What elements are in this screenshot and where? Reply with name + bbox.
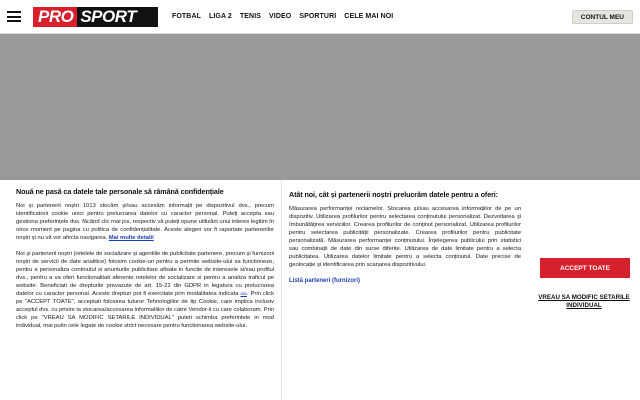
consent-intro-text: Noi și partenerii noștri 1013 stocăm și/sau accesăm informații pe dispozitivul dvs., precum identificatorii cookie unici pentru prelucrarea datelor cu caracter personal. Puteți accepta sau gestiona preferințele dvs. făcând clic mai jos, respectiv vă puteți opune utilizării unui interes legitim în orice moment pe pagina cu politica de confidențialitate. Aceste alegeri vor fi raportate partenerilor noștri și nu vă vor afecta navigarea. bbox=[16, 203, 274, 241]
consent-intro-paragraph bbox=[16, 202, 274, 242]
nav-item-video[interactable]: VIDEO bbox=[269, 13, 292, 20]
consent-purposes-text: Măsurarea performanței reclamelor. Stocarea și/sau accesarea informațiilor de pe un dispozitiv. Utilizarea profilurilor pentru selectarea conținutului personalizat. Dezvoltarea și îmbunătățirea serviciilor. Crearea profilurilor de conținut personalizat. Utilizarea profilurilor pentru selectarea publicității personalizate. Crearea profilurilor pentru publicitate personalizată. Măsurarea performanței conținutului. Înțelegerea publicului prin statistici sau combinații de date din surse diferite. Utilizarea de date limitate pentru a selecta publicitatea. Utilizarea datelor limitate pentru a selecta conținutul. Date precise de geolocație și identificarea prin scanarea dispozitivului. bbox=[289, 206, 521, 268]
page-overlay bbox=[0, 34, 640, 180]
accept-all-button[interactable]: ACCEPT TOATE bbox=[540, 258, 630, 278]
menu-icon[interactable] bbox=[7, 11, 21, 22]
logo-pro-text: PRO bbox=[33, 7, 77, 27]
consent-details-paragraph bbox=[16, 250, 274, 330]
here-link[interactable]: aici bbox=[240, 291, 247, 296]
main-nav bbox=[172, 13, 393, 20]
nav-item-fotbal[interactable]: FOTBAL bbox=[172, 13, 201, 20]
more-details-link[interactable]: Mai multe detalii bbox=[108, 235, 154, 241]
prosport-logo[interactable] bbox=[33, 7, 158, 27]
column-divider bbox=[281, 180, 282, 400]
nav-item-liga-2[interactable]: LIGA 2 bbox=[208, 13, 232, 20]
consent-middle-column bbox=[289, 190, 521, 287]
consent-left-column bbox=[16, 187, 274, 330]
consent-details-text: Noi și partenerii noștri (retelele de socializare și agentiile de publicitate partenere, precum și furnizorii noștri de servicii de date analitice) folosim cookie-uri pentru a permite website-ului sa functioneze, pentru a personaliza continutul si anunturile publicitare afisate in functie de interesele si/sau profilul dvs., pentru a va oferi functionalitati aferente retelelor de socializare si pentru a analiza traficul pe website. Beneficiati de drepturile prevazute de art. 15-22 din GDPR in legatura cu prelucrarea datelor cu caracter personal. Aceste drepturi pot fi exercitate prin modalitatea indicata bbox=[16, 251, 274, 297]
account-button[interactable]: CONTUL MEU bbox=[572, 10, 633, 24]
consent-details-tail: . Prin click pe "ACCEPT TOATE", acceptati folosirea tuturor Tehnologiilor de tip Cookie, care implica inclusiv acceptul dvs. cu privire la stocarea/accesarea informatiilor de catre Vendor-ii cu care colaboram. Prin click pe "VREAU SA MODIFIC SETARILE INDIVIDUAL" puteti schimba preferintele in mod individual, mai putin cele legate de cookie strict necesare pentru functionarea website-ului. bbox=[16, 291, 274, 329]
nav-item-tenis[interactable]: TENIS bbox=[239, 13, 262, 20]
consent-actions bbox=[532, 258, 636, 310]
partners-list-link[interactable]: Listă parteneri (furnizori) bbox=[289, 278, 361, 284]
logo-sport-text: SPORT bbox=[77, 7, 158, 27]
nav-item-sporturi[interactable]: SPORTURI bbox=[299, 13, 337, 20]
site-header bbox=[0, 0, 640, 34]
cookie-consent-panel bbox=[0, 180, 640, 400]
nav-item-cele-mai-noi[interactable]: CELE MAI NOI bbox=[344, 13, 394, 20]
consent-left-title: Nouă ne pasă ca datele tale personale să rămână confidențiale bbox=[16, 187, 224, 196]
modify-settings-link[interactable]: VREAU SA MODIFIC SETARILE INDIVIDUAL bbox=[538, 294, 630, 309]
consent-purposes-title: Atât noi, cât și partenerii noștri prelucrăm datele pentru a oferi: bbox=[289, 190, 498, 199]
